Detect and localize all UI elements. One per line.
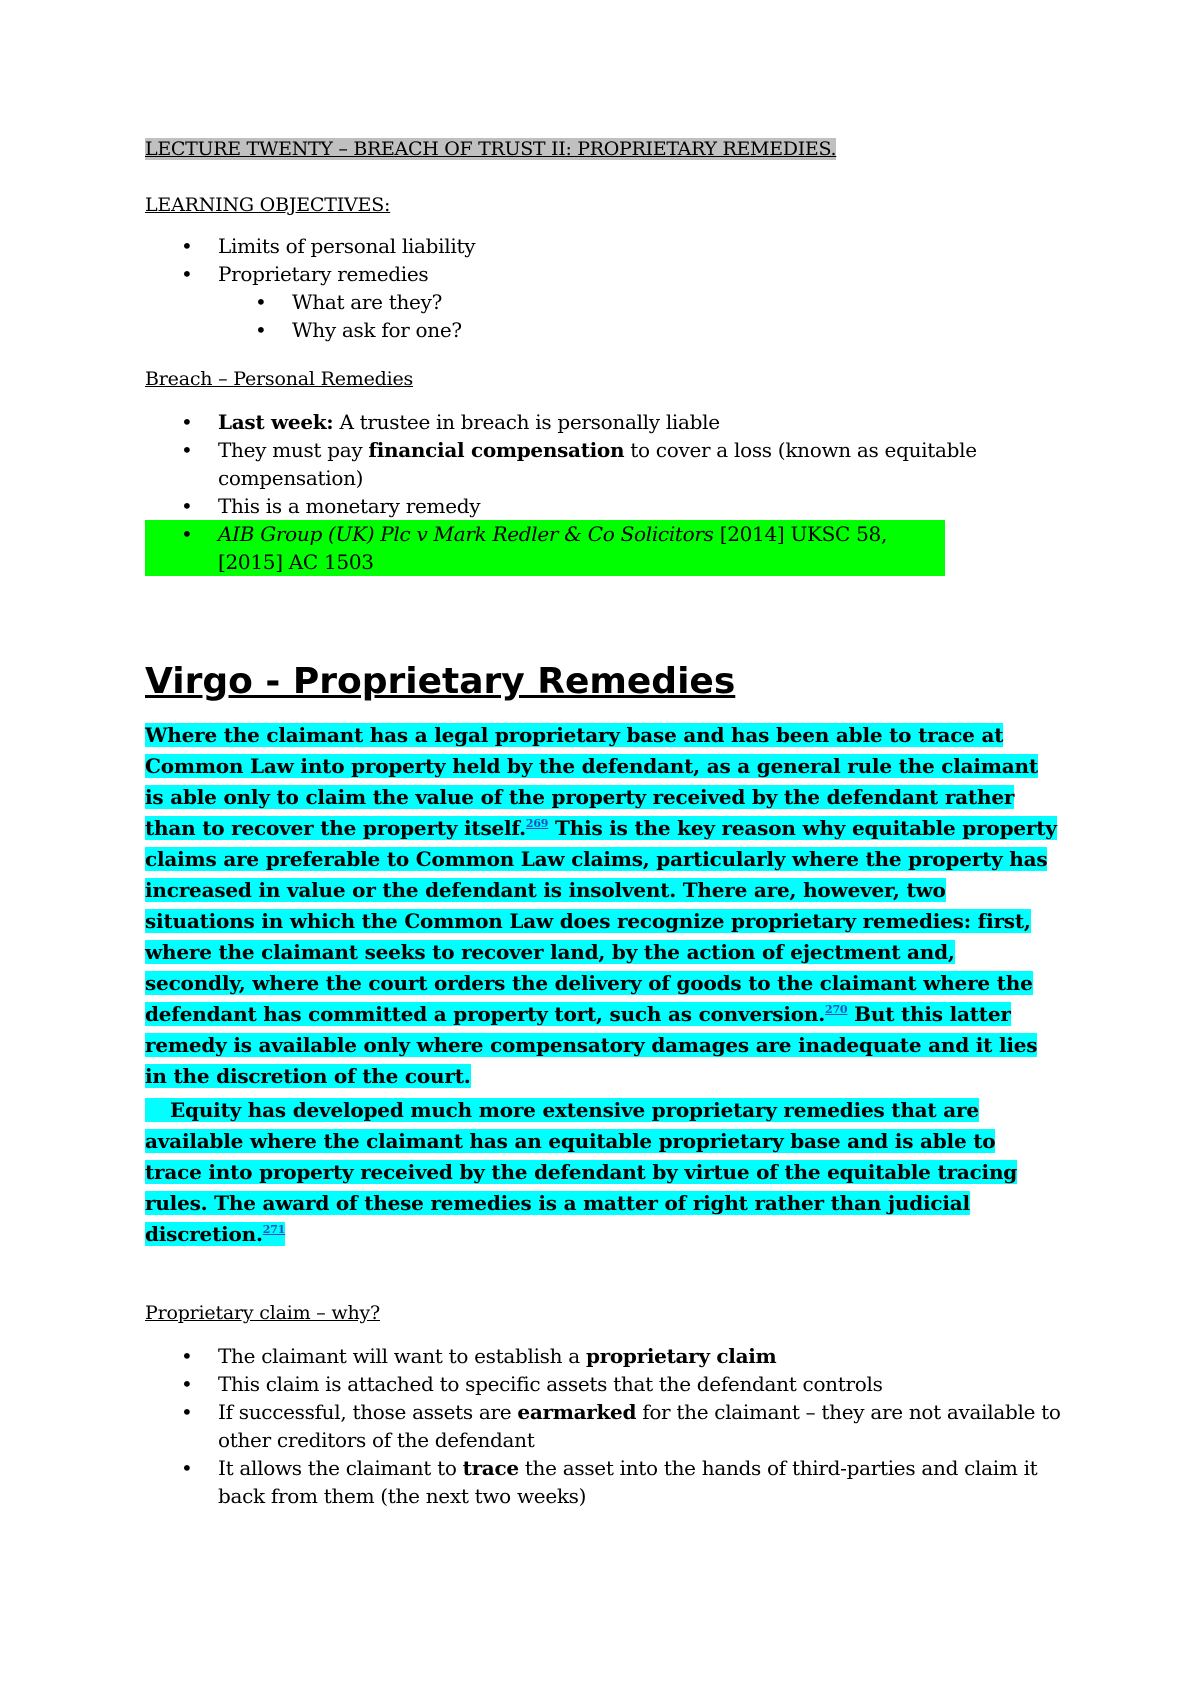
list-item — [145, 1342, 1065, 1370]
learning-objectives-list — [145, 232, 1065, 288]
footnote-link[interactable]: 271 — [262, 1223, 286, 1236]
footnote-link[interactable]: 269 — [525, 817, 549, 830]
learning-objectives-heading: LEARNING OBJECTIVES: — [145, 194, 391, 216]
lecture-title: LECTURE TWENTY – BREACH OF TRUST II: PROPRIETARY REMEDIES. — [145, 138, 837, 160]
list-item: • Proprietary remedies — [145, 260, 1065, 288]
lecture-title-block — [145, 140, 1065, 159]
list-item-case-citation — [145, 520, 945, 576]
breach-heading: Breach – Personal Remedies — [145, 368, 414, 390]
list-item: • This claim is attached to specific assets that the defendant controls — [145, 1370, 1065, 1398]
list-item — [145, 1454, 1065, 1510]
paragraph-text-part: Where the claimant has a legal proprietary base and has been able to trace at Common Law into property held by the defendant, as a general rule the claimant is able only to claim the value of the property received by the defendant rather than to recover the property itself. — [145, 723, 1038, 840]
case-name: AIB Group (UK) Plc v Mark Redler & Co Solicitors — [218, 522, 714, 546]
bullet-bold-text: proprietary claim — [585, 1344, 777, 1368]
bullet-text: A trustee in breach is personally liable — [333, 410, 720, 434]
bullet-text: If successful, those assets are — [218, 1400, 518, 1424]
bullet-text: It allows the claimant to — [218, 1456, 463, 1480]
proprietary-why-list — [145, 1342, 1065, 1510]
document-page — [145, 140, 1065, 1510]
list-item: • Limits of personal liability — [145, 232, 1065, 260]
proprietary-why-heading: Proprietary claim – why? — [145, 1302, 381, 1324]
learning-objectives-sublist — [145, 288, 1065, 344]
bullet-text: They must pay — [218, 438, 369, 462]
paragraph-text-part: But this latter remedy is available only where compensatory damages are inadequate and it lies in the discretion of the court. — [145, 1002, 1038, 1088]
virgo-paragraph-1 — [145, 720, 1057, 1092]
list-item: • This is a monetary remedy — [145, 492, 1065, 520]
virgo-paragraph-2 — [145, 1095, 1057, 1250]
proprietary-why-section — [145, 1300, 1065, 1510]
bullet-bold-text: financial compensation — [368, 438, 625, 462]
bullet-bold-text: earmarked — [517, 1400, 637, 1424]
list-item — [145, 436, 1065, 492]
bullet-bold-text: Last week: — [218, 410, 334, 434]
footnote-link[interactable]: 270 — [825, 1003, 848, 1016]
paragraph-text — [145, 1098, 1017, 1246]
bullet-text: to cover a loss (known as equitable compensation) — [218, 438, 977, 490]
paragraph-text-part: This is the key reason why equitable property claims are preferable to Common Law claims, particularly where the property has increased in value or the defendant is insolvent. There are, however, two situations in which the Common Law does recognize proprietary remedies: first, where the claimant seeks to recover land, by the action of ejectment and, secondly, where the court orders the delivery of goods to the claimant where the defendant has committed a property tort, such as conversion. — [145, 816, 1057, 1026]
list-item — [145, 408, 1065, 436]
breach-section — [145, 366, 1065, 576]
case-citation: [2014] UKSC 58, [2015] AC 1503 — [218, 522, 888, 574]
bullet-text: the asset into the hands of third-parties and claim it back from them (the next two weeks) — [218, 1456, 1038, 1508]
bullet-text: for the claimant – they are not available to other creditors of the defendant — [218, 1400, 1061, 1452]
virgo-heading: Virgo - Proprietary Remedies — [145, 661, 736, 702]
list-item: • Why ask for one? — [145, 316, 1065, 344]
paragraph-text-part: Equity has developed much more extensive proprietary remedies that are available where the claimant has an equitable proprietary base and is able to trace into property received by the defendant by virtue of the equitable tracing rules. The award of these remedies is a matter of right rather than judicial discretion. — [145, 1098, 1018, 1246]
list-item: • What are they? — [145, 288, 1065, 316]
paragraph-text — [145, 723, 1057, 1088]
bullet-text: The claimant will want to establish a — [218, 1344, 586, 1368]
breach-list — [145, 408, 1065, 576]
list-item — [145, 1398, 1065, 1454]
learning-objectives-section — [145, 194, 1065, 344]
bullet-bold-text: trace — [462, 1456, 519, 1480]
